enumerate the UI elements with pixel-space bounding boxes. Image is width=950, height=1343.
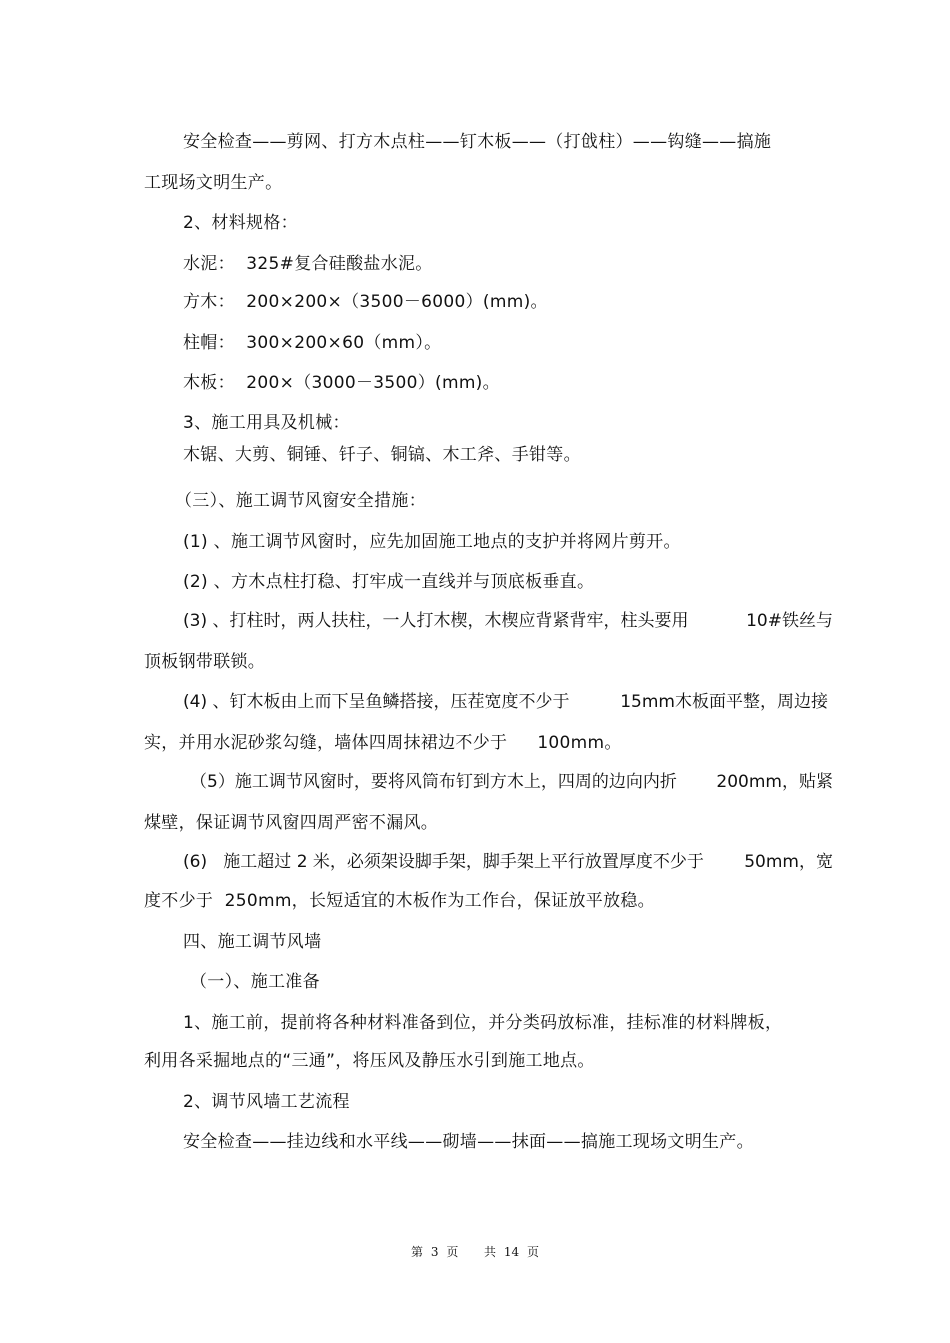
paragraph-line: 1、施工前，提前将各种材料准备到位，并分类码放标准，挂标准的材料牌板， bbox=[183, 1013, 783, 1033]
section-heading: （一）、施工准备 bbox=[190, 972, 320, 992]
spec-timber: 方木： 200×200×（3500－6000）(mm)。 bbox=[183, 292, 548, 312]
paragraph-line: 煤壁，保证调节风窗四周严密不漏风。 bbox=[144, 813, 439, 833]
list-item: (6) 施工超过 2 米，必须架设脚手架，脚手架上平行放置厚度不少于 50mm，宽 bbox=[183, 852, 833, 872]
paragraph-line: 工现场文明生产。 bbox=[144, 173, 283, 193]
total-unit: 页 bbox=[526, 1245, 539, 1259]
page-number: 3 bbox=[430, 1245, 439, 1259]
list-item: (4) 、钉木板由上而下呈鱼鳞搭接，压茬宽度不少于 15mm木板面平整，周边接 bbox=[183, 692, 828, 712]
page-footer bbox=[0, 1244, 950, 1260]
section-heading: 四、施工调节风墙 bbox=[183, 932, 322, 952]
spec-cement: 水泥： 325#复合硅酸盐水泥。 bbox=[183, 254, 433, 274]
section-heading: 2、材料规格： bbox=[183, 213, 298, 233]
section-heading: （三）、施工调节风窗安全措施： bbox=[175, 491, 426, 511]
page-unit: 页 bbox=[446, 1245, 459, 1259]
list-item: (1) 、施工调节风窗时，应先加固施工地点的支护并将网片剪开。 bbox=[183, 532, 681, 552]
paragraph-line: 顶板钢带联锁。 bbox=[144, 652, 266, 672]
list-item: (2) 、方木点柱打稳、打牢成一直线并与顶底板垂直。 bbox=[183, 572, 595, 592]
spec-board: 木板： 200×（3000－3500）(mm)。 bbox=[183, 373, 500, 393]
page-label: 第 bbox=[411, 1245, 424, 1259]
paragraph-line: 安全检查——挂边线和水平线——砌墙——抹面——搞施工现场文明生产。 bbox=[183, 1132, 754, 1152]
list-item: （5）施工调节风窗时，要将风筒布钉到方木上，四周的边向内折 200mm，贴紧 bbox=[190, 772, 833, 792]
section-heading: 3、施工用具及机械： bbox=[183, 413, 350, 433]
paragraph-line: 木锯、大剪、铜锤、钎子、铜镐、木工斧、手钳等。 bbox=[183, 445, 581, 465]
total-pages: 14 bbox=[503, 1245, 520, 1259]
paragraph-line: 安全检查——剪网、打方木点柱——钉木板——（打戗柱）——钩缝——搞施 bbox=[183, 132, 772, 152]
total-label: 共 bbox=[484, 1245, 497, 1259]
list-item: (3) 、打柱时，两人扶柱，一人打木楔，木楔应背紧背牢，柱头要用 10#铁丝与 bbox=[183, 611, 833, 631]
spec-column-cap: 柱帽： 300×200×60（mm）。 bbox=[183, 333, 442, 353]
section-heading: 2、调节风墙工艺流程 bbox=[183, 1092, 350, 1112]
paragraph-line: 度不少于 250mm，长短适宜的木板作为工作台，保证放平放稳。 bbox=[144, 891, 655, 911]
paragraph-line: 利用各采掘地点的“三通”，将压风及静压水引到施工地点。 bbox=[144, 1051, 595, 1071]
paragraph-line: 实，并用水泥砂浆勾缝，墙体四周抹裙边不少于 100mm。 bbox=[144, 733, 622, 753]
